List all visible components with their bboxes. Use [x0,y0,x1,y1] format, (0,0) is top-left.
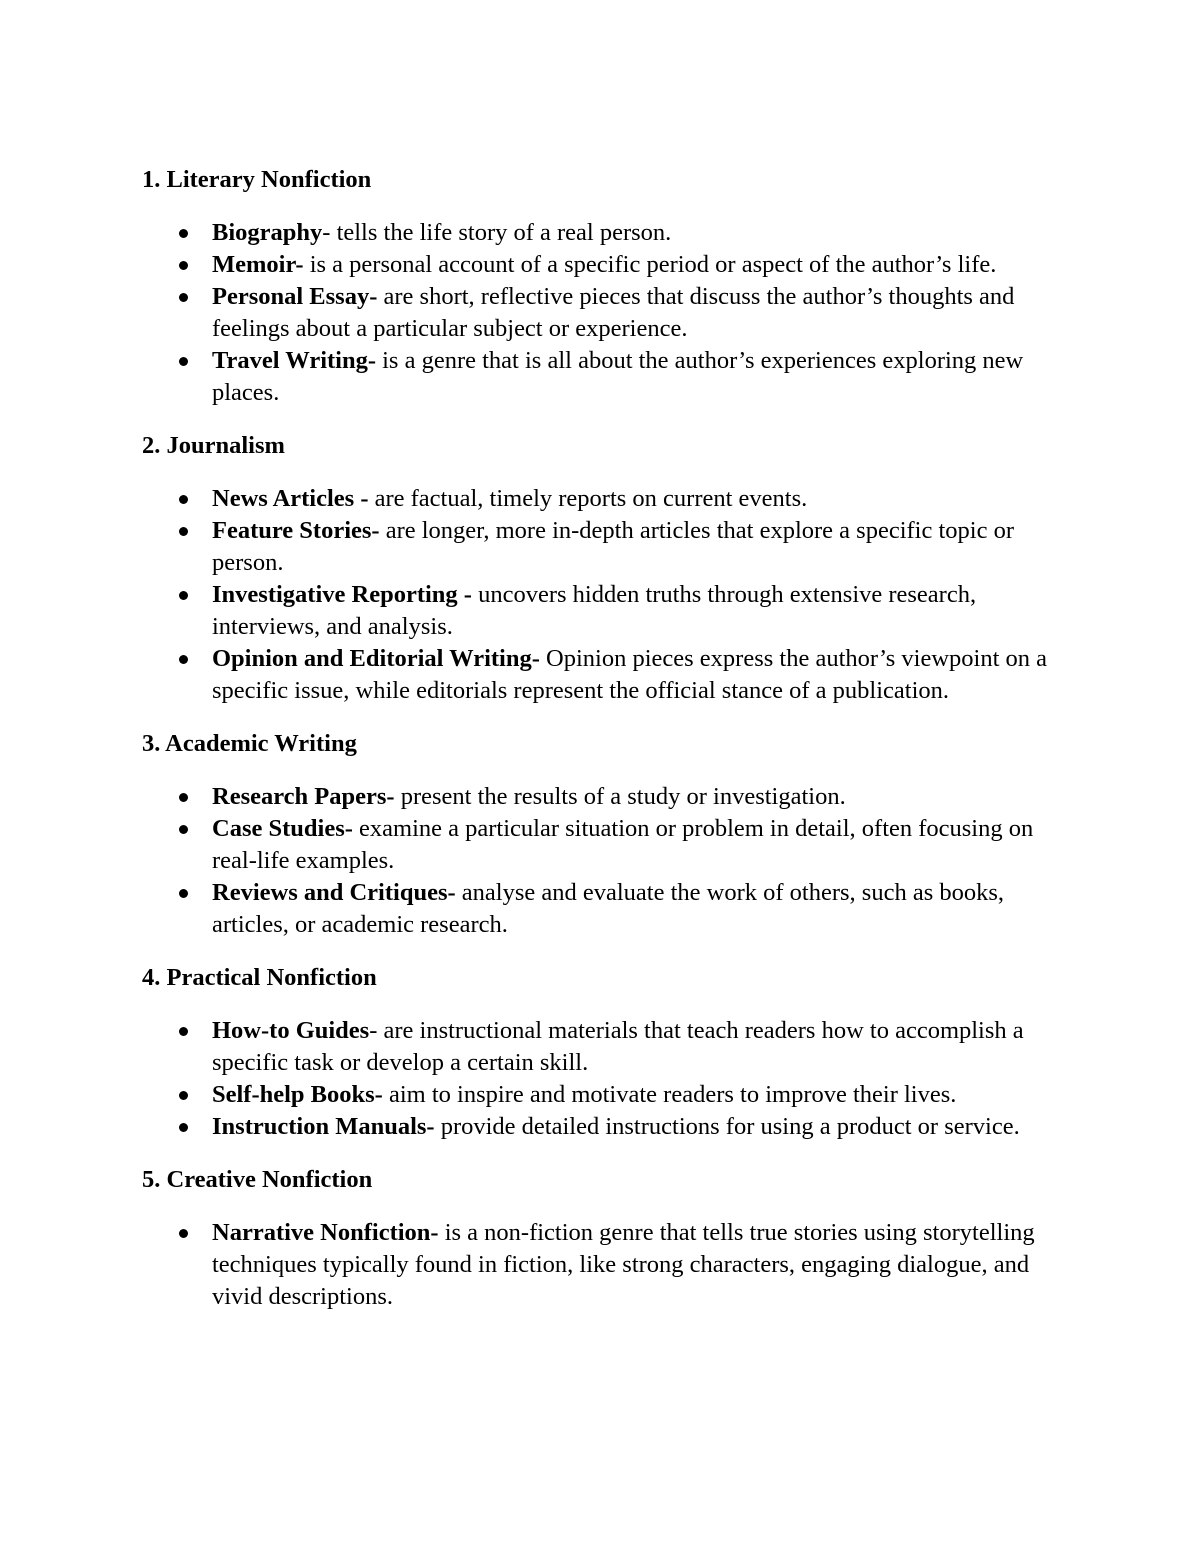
item-term: Biography [212,219,323,246]
bullet-icon [179,229,188,238]
list-item [142,345,1062,409]
item-term: Opinion and Editorial Writing- [212,645,540,672]
item-term: Case Studies- [212,815,353,842]
item-term: Travel Writing- [212,347,376,374]
bullet-icon [179,1229,188,1238]
list-item [142,781,1062,813]
list-item [142,579,1062,643]
item-text: aim to inspire and motivate readers to improve their lives. [382,1081,957,1108]
list-item [142,813,1062,877]
document-body [142,164,1062,1334]
bullet-list [142,483,1062,707]
bullet-icon [179,655,188,664]
section-heading: 3. Academic Writing [142,730,357,757]
list-item [142,515,1062,579]
item-term: News Articles - [212,485,369,512]
section-journalism [142,430,1062,707]
section-heading: 2. Journalism [142,432,285,459]
bullet-list [142,1217,1062,1313]
item-term: How-to Guides [212,1017,370,1044]
item-text: Opinion pieces express the author’s viewpoint on a specific issue, while editorials represent the official stance of a publication. [212,645,1048,704]
bullet-icon [179,825,188,834]
item-term: Personal Essay- [212,283,378,310]
item-term: Narrative Nonfiction- [212,1219,439,1246]
section-practical-nonfiction [142,962,1062,1143]
bullet-icon [179,793,188,802]
item-text: - tells the life story of a real person. [322,219,672,246]
list-item [142,483,1062,515]
bullet-icon [179,261,188,270]
item-text: is a genre that is all about the author’s experiences exploring new places. [212,347,1024,406]
bullet-icon [179,527,188,536]
list-item [142,1217,1062,1313]
bullet-icon [179,1027,188,1036]
section-heading: 1. Literary Nonfiction [142,166,372,193]
item-text: present the results of a study or investigation. [394,783,846,810]
item-text: uncovers hidden truths through extensive research, interviews, and analysis. [212,581,977,640]
item-text: are short, reflective pieces that discuss the author’s thoughts and feelings about a particular subject or experience. [212,283,1015,342]
bullet-icon [179,495,188,504]
section-academic-writing [142,728,1062,941]
list-item [142,249,1062,281]
item-term: Instruction Manuals- [212,1113,435,1140]
item-text: examine a particular situation or problem in detail, often focusing on real-life examples. [212,815,1034,874]
item-term: Research Papers- [212,783,395,810]
section-literary-nonfiction [142,164,1062,409]
bullet-icon [179,1123,188,1132]
item-term: Reviews and Critiques- [212,879,456,906]
list-item [142,281,1062,345]
bullet-icon [179,357,188,366]
item-text: are factual, timely reports on current events. [368,485,808,512]
bullet-list [142,1015,1062,1143]
item-term: Feature Stories- [212,517,380,544]
section-creative-nonfiction [142,1164,1062,1313]
item-term: Investigative Reporting - [212,581,472,608]
item-text: analyse and evaluate the work of others, such as books, articles, or academic research. [212,879,1005,938]
section-heading: 5. Creative Nonfiction [142,1166,373,1193]
list-item [142,1111,1062,1143]
bullet-icon [179,889,188,898]
bullet-icon [179,293,188,302]
list-item [142,217,1062,249]
list-item [142,1079,1062,1111]
item-term: Self-help Books- [212,1081,383,1108]
list-item [142,1015,1062,1079]
list-item [142,877,1062,941]
item-term: Memoir- [212,251,304,278]
bullet-list [142,781,1062,941]
item-text: are longer, more in-depth articles that explore a specific topic or person. [212,517,1014,576]
item-text: provide detailed instructions for using a product or service. [434,1113,1020,1140]
bullet-icon [179,591,188,600]
list-item [142,643,1062,707]
section-heading: 4. Practical Nonfiction [142,964,377,991]
bullet-icon [179,1091,188,1100]
item-text: is a non-fiction genre that tells true stories using storytelling techniques typically found in fiction, like strong characters, engaging dialogue, and vivid descriptions. [212,1219,1035,1310]
bullet-list [142,217,1062,409]
item-text: is a personal account of a specific period or aspect of the author’s life. [303,251,997,278]
item-text: - are instructional materials that teach readers how to accomplish a specific task or develop a certain skill. [212,1017,1024,1076]
